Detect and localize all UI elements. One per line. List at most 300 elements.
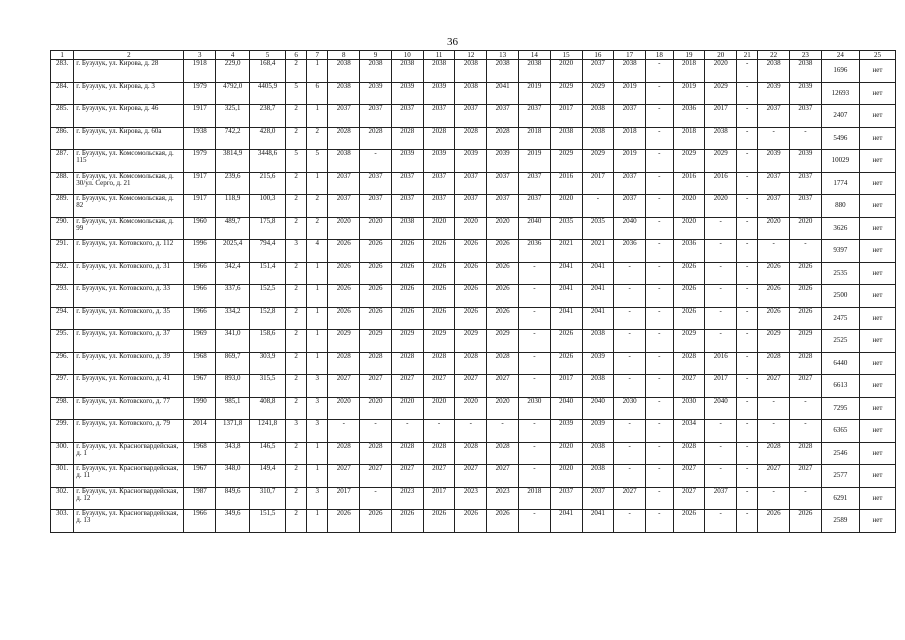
table-cell: -	[705, 330, 737, 353]
table-cell: 12693	[821, 82, 859, 105]
table-cell: 2028	[391, 352, 423, 375]
table-cell: нет	[859, 442, 895, 465]
table-cell: 2	[307, 217, 328, 240]
table-cell: 2026	[360, 240, 392, 263]
table-row	[51, 420, 896, 443]
address-cell: г. Бузулук, ул. Котовского, д. 33	[74, 285, 184, 308]
column-header: 3	[184, 51, 216, 60]
table-cell: 1966	[184, 285, 216, 308]
table-cell: 1996	[184, 240, 216, 263]
table-cell: 151,5	[250, 510, 286, 533]
table-cell: 4	[307, 240, 328, 263]
table-cell: 2017	[328, 487, 360, 510]
table-cell: 2017	[423, 487, 455, 510]
table-cell: 2026	[790, 510, 822, 533]
table-cell: 4405,9	[250, 82, 286, 105]
table-cell: 2020	[487, 397, 519, 420]
table-cell: 118,9	[216, 195, 250, 218]
column-header: 8	[328, 51, 360, 60]
column-header: 23	[790, 51, 822, 60]
table-cell: 2026	[790, 307, 822, 330]
table-cell: нет	[859, 465, 895, 488]
table-cell: 2027	[758, 375, 790, 398]
table-cell: -	[737, 487, 758, 510]
table-cell: нет	[859, 172, 895, 195]
table-cell: 2017	[550, 105, 582, 128]
table-cell: 2026	[487, 307, 519, 330]
table-cell: 2026	[328, 307, 360, 330]
table-cell: 2027	[673, 465, 705, 488]
table-cell: 6440	[821, 352, 859, 375]
table-cell: 1918	[184, 60, 216, 83]
table-cell: 2039	[790, 82, 822, 105]
table-row	[51, 465, 896, 488]
table-cell: 2028	[328, 442, 360, 465]
table-cell: 2041	[550, 510, 582, 533]
table-row	[51, 375, 896, 398]
table-cell: -	[518, 420, 550, 443]
table-cell: 2037	[582, 60, 614, 83]
table-cell: 2	[286, 195, 307, 218]
row-number-cell: 290.	[51, 217, 74, 240]
table-cell: 2037	[758, 172, 790, 195]
table-cell: 2475	[821, 307, 859, 330]
table-cell: 2026	[360, 262, 392, 285]
table-cell: -	[737, 510, 758, 533]
table-cell: 2039	[391, 150, 423, 173]
table-cell: нет	[859, 127, 895, 150]
table-cell: 3	[286, 240, 307, 263]
table-cell: -	[737, 60, 758, 83]
address-cell: г. Бузулук, ул. Кирова, д. 28	[74, 60, 184, 83]
table-cell: 2020	[673, 217, 705, 240]
table-row	[51, 262, 896, 285]
table-cell: 2	[286, 442, 307, 465]
table-cell: 2026	[758, 285, 790, 308]
table-cell: 2500	[821, 285, 859, 308]
table-cell: 1	[307, 307, 328, 330]
table-cell: 2535	[821, 262, 859, 285]
table-cell: 2038	[455, 82, 487, 105]
table-cell: 2018	[673, 127, 705, 150]
row-number-cell: 297.	[51, 375, 74, 398]
table-cell: -	[614, 262, 646, 285]
table-cell: 2038	[550, 127, 582, 150]
table-cell: 1966	[184, 307, 216, 330]
table-cell: -	[518, 352, 550, 375]
column-number-row	[51, 51, 896, 60]
table-cell: 2029	[673, 330, 705, 353]
table-cell: 2041	[550, 307, 582, 330]
table-cell: -	[737, 375, 758, 398]
table-cell: 2021	[582, 240, 614, 263]
table-cell: 2020	[328, 217, 360, 240]
table-cell: -	[518, 307, 550, 330]
table-cell: 2037	[423, 195, 455, 218]
row-number-cell: 296.	[51, 352, 74, 375]
table-row	[51, 150, 896, 173]
table-cell: 2	[286, 465, 307, 488]
table-cell: 2037	[360, 105, 392, 128]
table-cell: 2038	[582, 375, 614, 398]
table-cell: 2040	[614, 217, 646, 240]
address-cell: г. Бузулук, ул. Котовского, д. 79	[74, 420, 184, 443]
table-cell: нет	[859, 262, 895, 285]
table-cell: 2028	[455, 352, 487, 375]
table-cell: 2027	[328, 375, 360, 398]
table-cell: 2027	[614, 487, 646, 510]
row-number-cell: 295.	[51, 330, 74, 353]
row-number-cell: 294.	[51, 307, 74, 330]
table-cell: 2029	[673, 150, 705, 173]
table-cell: 152,8	[250, 307, 286, 330]
table-cell: -	[518, 510, 550, 533]
table-cell: нет	[859, 420, 895, 443]
table-cell: 2026	[423, 510, 455, 533]
table-cell: 2028	[673, 352, 705, 375]
table-cell: 1	[307, 352, 328, 375]
table-cell: 2029	[455, 330, 487, 353]
table-cell: 2030	[518, 397, 550, 420]
table-cell: 2037	[391, 105, 423, 128]
table-cell: 428,0	[250, 127, 286, 150]
column-header: 1	[51, 51, 74, 60]
table-cell: 2025,4	[216, 240, 250, 263]
table-cell: 2028	[758, 442, 790, 465]
table-cell: 2039	[391, 82, 423, 105]
table-cell: 2023	[487, 487, 519, 510]
table-cell: 2026	[487, 285, 519, 308]
row-number-cell: 284.	[51, 82, 74, 105]
table-cell: 2026	[758, 307, 790, 330]
row-number-cell: 288.	[51, 172, 74, 195]
row-number-cell: 300.	[51, 442, 74, 465]
table-cell: 310,7	[250, 487, 286, 510]
table-cell: -	[518, 465, 550, 488]
table-cell: 2026	[550, 330, 582, 353]
table-cell: 2040	[550, 397, 582, 420]
table-cell: -	[646, 487, 674, 510]
table-cell: 2028	[391, 127, 423, 150]
table-cell: 2037	[455, 195, 487, 218]
table-cell: 2026	[673, 307, 705, 330]
table-cell: 2026	[790, 262, 822, 285]
table-cell: 2	[286, 60, 307, 83]
table-cell: -	[705, 420, 737, 443]
table-cell: -	[737, 240, 758, 263]
table-cell: 849,6	[216, 487, 250, 510]
page-number: 36	[447, 36, 458, 48]
table-cell: 2026	[391, 510, 423, 533]
table-cell: 1979	[184, 150, 216, 173]
table-cell: 2026	[391, 285, 423, 308]
table-cell: нет	[859, 487, 895, 510]
table-cell: 2038	[582, 127, 614, 150]
table-cell: 2525	[821, 330, 859, 353]
table-cell: 2020	[790, 217, 822, 240]
table-cell: 149,4	[250, 465, 286, 488]
table-cell: -	[737, 105, 758, 128]
table-cell: 2026	[487, 240, 519, 263]
table-cell: 2	[286, 330, 307, 353]
table-cell: 2	[286, 127, 307, 150]
row-number-cell: 302.	[51, 487, 74, 510]
column-header: 17	[614, 51, 646, 60]
table-cell: 2589	[821, 510, 859, 533]
column-header: 20	[705, 51, 737, 60]
table-cell: -	[646, 352, 674, 375]
table-cell: 1917	[184, 172, 216, 195]
table-cell: -	[790, 127, 822, 150]
table-cell: 2039	[758, 82, 790, 105]
table-cell: -	[646, 307, 674, 330]
table-cell: 1241,8	[250, 420, 286, 443]
table-cell: -	[646, 420, 674, 443]
table-cell: 342,4	[216, 262, 250, 285]
table-cell: 303,9	[250, 352, 286, 375]
table-cell: 2038	[391, 217, 423, 240]
table-cell: 229,0	[216, 60, 250, 83]
table-cell: 2020	[423, 217, 455, 240]
table-cell: 2037	[582, 487, 614, 510]
table-cell: -	[646, 285, 674, 308]
table-cell: 2020	[673, 195, 705, 218]
table-cell: -	[614, 352, 646, 375]
table-cell: -	[705, 217, 737, 240]
table-cell: 2041	[550, 262, 582, 285]
table-cell: 151,4	[250, 262, 286, 285]
table-cell: 2037	[328, 195, 360, 218]
table-cell: -	[646, 150, 674, 173]
table-cell: 1968	[184, 352, 216, 375]
table-cell: 985,1	[216, 397, 250, 420]
table-cell: 2019	[614, 82, 646, 105]
table-cell: 1	[307, 330, 328, 353]
table-cell: 9397	[821, 240, 859, 263]
column-header: 19	[673, 51, 705, 60]
table-cell: -	[737, 82, 758, 105]
table-cell: -	[360, 150, 392, 173]
table-cell: 2	[286, 487, 307, 510]
table-cell: 2	[307, 127, 328, 150]
table-cell: 2028	[423, 127, 455, 150]
table-cell: 2029	[790, 330, 822, 353]
column-header: 2	[74, 51, 184, 60]
table-cell: 2039	[360, 82, 392, 105]
table-cell: 343,8	[216, 442, 250, 465]
table-cell: 2	[286, 375, 307, 398]
table-cell: 2020	[550, 465, 582, 488]
table-cell: 2028	[455, 127, 487, 150]
table-cell: 2027	[455, 375, 487, 398]
table-cell: 2039	[790, 150, 822, 173]
table-cell: -	[646, 172, 674, 195]
table-cell: 2016	[705, 352, 737, 375]
table-cell: -	[737, 330, 758, 353]
table-cell: 239,6	[216, 172, 250, 195]
column-header: 5	[250, 51, 286, 60]
table-cell: 5496	[821, 127, 859, 150]
table-cell: 2026	[455, 307, 487, 330]
table-cell: 2041	[582, 510, 614, 533]
table-row	[51, 510, 896, 533]
table-cell: 2039	[582, 352, 614, 375]
table-cell: -	[646, 465, 674, 488]
table-cell: 3	[307, 420, 328, 443]
table-row	[51, 330, 896, 353]
table-cell: 794,4	[250, 240, 286, 263]
table-cell: 2028	[673, 442, 705, 465]
address-cell: г. Бузулук, ул. Комсомольская, д. 115	[74, 150, 184, 173]
table-cell: 341,0	[216, 330, 250, 353]
table-row	[51, 352, 896, 375]
column-header: 7	[307, 51, 328, 60]
table-cell: 2027	[360, 465, 392, 488]
table-cell: -	[737, 465, 758, 488]
table-cell: -	[758, 127, 790, 150]
table-cell: -	[614, 510, 646, 533]
row-number-cell: 292.	[51, 262, 74, 285]
table-cell: 2019	[518, 82, 550, 105]
table-cell: 2	[286, 105, 307, 128]
table-cell: 2038	[423, 60, 455, 83]
column-header: 25	[859, 51, 895, 60]
table-cell: 2035	[550, 217, 582, 240]
table-cell: -	[737, 127, 758, 150]
table-cell: 2040	[705, 397, 737, 420]
table-row	[51, 285, 896, 308]
table-cell: 2027	[423, 375, 455, 398]
column-header: 21	[737, 51, 758, 60]
table-cell: 337,6	[216, 285, 250, 308]
address-cell: г. Бузулук, ул. Котовского, д. 35	[74, 307, 184, 330]
address-cell: г. Бузулук, ул. Красногвардейская, д. 11	[74, 465, 184, 488]
table-cell: 2028	[423, 352, 455, 375]
table-cell: 2026	[423, 307, 455, 330]
table-cell: 2026	[455, 510, 487, 533]
table-cell: 1969	[184, 330, 216, 353]
table-cell: 1	[307, 60, 328, 83]
address-cell: г. Бузулук, ул. Кирова, д. 46	[74, 105, 184, 128]
table-cell: -	[737, 262, 758, 285]
table-cell: 5	[307, 150, 328, 173]
address-cell: г. Бузулук, ул. Кирова, д. 60а	[74, 127, 184, 150]
table-cell: 348,0	[216, 465, 250, 488]
table-cell: -	[737, 307, 758, 330]
table-cell: -	[518, 375, 550, 398]
table-cell: 2037	[614, 105, 646, 128]
table-cell: нет	[859, 82, 895, 105]
table-cell: 2026	[423, 285, 455, 308]
table-cell: 1967	[184, 465, 216, 488]
table-cell: 2041	[582, 262, 614, 285]
table-cell: 742,2	[216, 127, 250, 150]
row-number-cell: 287.	[51, 150, 74, 173]
table-cell: 1	[307, 465, 328, 488]
table-cell: нет	[859, 240, 895, 263]
table-cell: 2028	[487, 352, 519, 375]
table-cell: 2018	[673, 60, 705, 83]
table-cell: 2038	[487, 60, 519, 83]
table-cell: 238,7	[250, 105, 286, 128]
table-cell: 2	[286, 397, 307, 420]
column-header: 11	[423, 51, 455, 60]
table-cell: 2028	[360, 127, 392, 150]
table-cell: 2037	[360, 195, 392, 218]
address-cell: г. Бузулук, ул. Котовского, д. 37	[74, 330, 184, 353]
column-header: 9	[360, 51, 392, 60]
table-cell: 2	[286, 172, 307, 195]
table-cell: 2020	[705, 60, 737, 83]
table-cell: -	[737, 420, 758, 443]
table-cell: 2037	[518, 105, 550, 128]
table-cell: 1	[307, 285, 328, 308]
table-cell: 2027	[391, 375, 423, 398]
table-cell: -	[614, 465, 646, 488]
table-cell: -	[705, 240, 737, 263]
table-cell: 1696	[821, 60, 859, 83]
address-cell: г. Бузулук, ул. Красногвардейская, д. 13	[74, 510, 184, 533]
table-cell: -	[705, 285, 737, 308]
row-number-cell: 283.	[51, 60, 74, 83]
address-cell: г. Бузулук, ул. Котовского, д. 31	[74, 262, 184, 285]
table-cell: 2027	[790, 375, 822, 398]
table-cell: 2027	[673, 487, 705, 510]
table-cell: -	[646, 217, 674, 240]
table-cell: -	[646, 127, 674, 150]
table-cell: 2028	[328, 352, 360, 375]
table-cell: -	[646, 442, 674, 465]
table-cell: нет	[859, 510, 895, 533]
table-cell: -	[614, 442, 646, 465]
table-cell: 2029	[487, 330, 519, 353]
table-cell: 2037	[423, 172, 455, 195]
table-cell: 2041	[582, 307, 614, 330]
table-cell: 869,7	[216, 352, 250, 375]
table-cell: 2037	[614, 195, 646, 218]
table-cell: -	[737, 172, 758, 195]
table-cell: 2039	[550, 420, 582, 443]
column-header: 13	[487, 51, 519, 60]
column-header: 10	[391, 51, 423, 60]
table-cell: 2028	[487, 127, 519, 150]
table-cell: 2017	[705, 375, 737, 398]
column-header: 22	[758, 51, 790, 60]
table-cell: -	[646, 510, 674, 533]
table-cell: 2019	[673, 82, 705, 105]
table-cell: 3	[307, 375, 328, 398]
table-cell: 6365	[821, 420, 859, 443]
table-cell: 2028	[360, 442, 392, 465]
table-cell: 2020	[550, 442, 582, 465]
table-cell: 2018	[518, 127, 550, 150]
table-cell: 2039	[758, 150, 790, 173]
table-cell: 2037	[455, 172, 487, 195]
table-cell: 2034	[673, 420, 705, 443]
table-cell: -	[758, 397, 790, 420]
table-cell: 2029	[705, 82, 737, 105]
table-cell: 2026	[790, 285, 822, 308]
table-cell: 2026	[391, 262, 423, 285]
table-cell: 2027	[758, 465, 790, 488]
table-cell: 880	[821, 195, 859, 218]
column-header: 15	[550, 51, 582, 60]
table-cell: 1917	[184, 105, 216, 128]
table-cell: -	[360, 487, 392, 510]
table-cell: -	[518, 285, 550, 308]
table-cell: 2037	[790, 105, 822, 128]
table-cell: 325,1	[216, 105, 250, 128]
